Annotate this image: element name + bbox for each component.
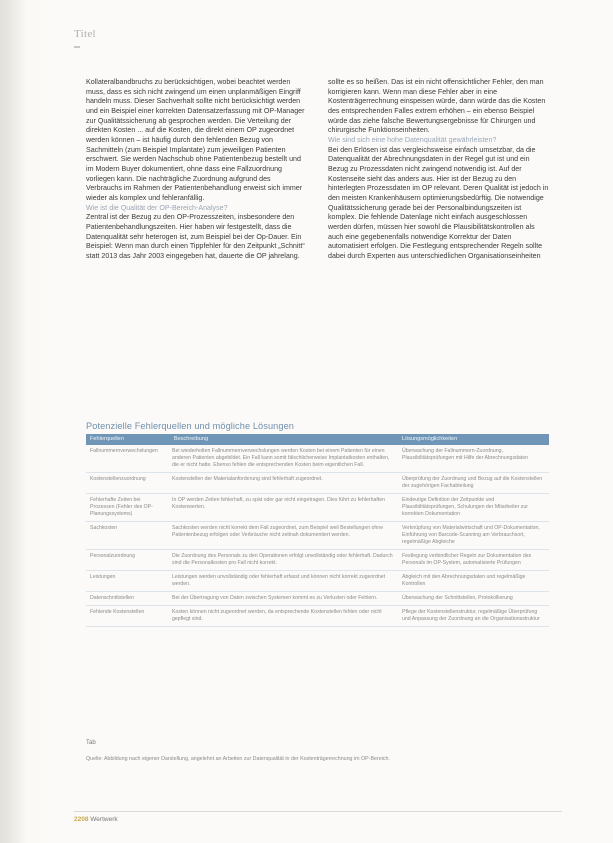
table-row — [86, 550, 549, 571]
table-row — [86, 494, 549, 522]
table-row — [86, 571, 549, 592]
table-cell: Festlegung verbindlicher Regeln zur Dokumentation des Personals im OP-System, automatisierte Prüfungen — [402, 553, 532, 566]
table-cell: Pflege der Kostenstellenstruktur, regelmäßige Überprüfung und Anpassung der Zuordnung an die Organisationsstruktur — [402, 609, 540, 622]
right-column — [328, 78, 550, 261]
table-cell: Bei wiederholten Fallnummernverwechslungen werden Kosten bei einem Patienten für einen anderen Patienten abgebildet. Ein Fall kann somit fälschlicherweise Implantatkosten enthalten, die er nicht hatte. Ebenso fehlen die entsprechenden Kosten beim eigentlichen Fall. — [172, 448, 390, 468]
right-paragraph-1: sollte es so heißen. Das ist ein nicht offensichtlicher Fehler, den man korrigieren kann. Wenn man diese Fehler aber in eine Kostenträgerrechnung einspeisen würde, dann würde das die Kosten des entsprechenden Falles extrem erhöhen – ein ebenso Beispiel würde das ziehe falsche Bewertungsergebnisse für Chirurgen und chirurgische Funktionseinheiten. — [328, 78, 546, 135]
table-title: Potenzielle Fehlerquellen und mögliche Lösungen — [86, 421, 294, 431]
table-cell: Abgleich mit den Abrechnungsdaten und regelmäßige Kontrollen — [402, 574, 526, 587]
table-cell: Überwachung der Schnittstellen, Protokollierung — [402, 595, 513, 601]
left-paragraph-2: Zentral ist der Bezug zu den OP-Prozesszeiten, insbesondere den Patientenbehandlungszeiten. Hier haben wir festgestellt, dass die Datenqualität sehr heterogen ist, zum Beispiel bei der Op-Dauer. Ein Beispiel: Wenn man durch einen Tippfehler für den Zeitpunkt „Schnitt“ statt 2013 das Jahr 2003 eingegeben hat, dauerte die OP jahrelang. — [86, 213, 305, 260]
table-row — [86, 445, 549, 473]
table-cell: Die Zuordnung des Personals zu den Operationen erfolgt unvollständig oder fehlerhaft. Dadurch sind die Personalkosten pro Fall nicht korrekt. — [172, 553, 393, 566]
table-cell: Sachkosten — [90, 525, 118, 531]
table-cell: Überprüfung der Zuordnung und Bezug auf die Kostenstellen der zugehörigen Fachabteilung — [402, 476, 543, 489]
binding-shadow — [0, 0, 24, 843]
two-column-body — [86, 78, 550, 261]
table-note: Tab — [86, 740, 96, 746]
table-cell: In OP werden Zeiten fehlerhaft, zu spät oder gar nicht eingetragen. Dies führt zu fehlerhaften Kostenwerten. — [172, 497, 386, 510]
table-cell: Überwachung der Fallnummern-Zuordnung, Plausibilitätsprüfungen mit Hilfe der Abrechnungsdaten — [402, 448, 529, 461]
left-subheading: Wie ist die Qualität der OP-Bereich-Analyse? — [86, 203, 228, 212]
table-cell: Leistungen — [90, 574, 116, 580]
table-cell: Fallnummernverwechslungen — [90, 448, 158, 454]
table-cell: Kosten können nicht zugeordnet werden, da entsprechende Kostenstellen fehlen oder nicht gepflegt sind. — [172, 609, 382, 622]
table-cell: Bei der Übertragung von Daten zwischen Systemen kommt es zu Verlusten oder Fehlern. — [172, 595, 378, 601]
table-cell: Personalzuordnung — [90, 553, 135, 559]
table-body — [86, 445, 549, 627]
table-cell: Fehlende Kostenstellen — [90, 609, 145, 615]
page-footer — [74, 816, 118, 823]
running-header-title: Titel — [74, 28, 96, 40]
left-paragraph-1: Kollateralbandbruchs zu berücksichtigen, wobei beachtet werden muss, dass es sich nicht zwingend um einen unplanmäßigen Eingriff handeln muss. Dieser Sachverhalt sollte nicht berücksichtigt werden und ein Beispiel einer korrekten Datensatzerfassung mit OP-Manager zur Qualitätssicherung ab gesprochen werden. Die Verteilung der direkten Kosten ... auf die Kosten, die direkt einem OP zugeordnet werden können – ist häufig durch den fehlenden Bezug von Sachmitteln (zum Beispiel Implantate) zum jeweiligen Patienten erschwert. Sie werden Nachschub ohne Patientenbezug bestellt und im Modern Buyer dokumentiert, ohne dass eine Fallzuordnung vorliegen kann. Die nachträgliche Zuordnung aufgrund des Verbrauchs im Rahmen der Patientenbehandlung erweist sich immer wieder als komplex und fehleranfällig. — [86, 78, 305, 202]
right-paragraph-2: Bei den Erlösen ist das vergleichsweise einfach umsetzbar, da die Datenqualität der Abrechnungsdaten in der Regel gut ist und ein Bezug zu Prozessdaten nicht zwingend notwendig ist. Auf der Kostenseite sieht das anders aus. Hier ist der Bezug zu den hinterlegten Prozessdaten im OP relevant. Deren Qualität ist jedoch in den meisten Krankenhäusern optimierungsbedürftig. Die notwendige Qualitätssicherung gerade bei der Personalbindungszeiten ist komplex. Die fehlende Datenlage nicht einfach ausgeschlossen werden dürfen, müssen hier sowohl die Plausibilitätskontrollen als auch eine gegebenenfalls notwendige Korrektur der Daten automatisiert erfolgen. Die Festlegung entsprechender Regeln sollte dabei durch Experten aus unterschiedlichen Organisationseinheiten — [328, 145, 549, 260]
table-header-cell: Beschreibung — [173, 436, 209, 442]
table-row — [86, 592, 549, 606]
table-row — [86, 522, 549, 550]
table-cell: Kostenstellenzuordnung — [90, 476, 146, 482]
footer-label: Wertwerk — [90, 816, 118, 823]
table-cell: Fehlerhafte Zeiten bei Prozessen (Fehler des OP-Planungssystems) — [90, 497, 153, 517]
table-row — [86, 473, 549, 494]
right-subheading: Wie sind sich eine hohe Datenqualität gewährleisten? — [328, 135, 497, 144]
table-header-cell: Fehlerquellen — [90, 436, 124, 442]
table-header-row — [86, 434, 549, 445]
header-rule — [74, 46, 80, 48]
error-sources-table — [86, 434, 549, 627]
table-cell: Sachkosten werden nicht korrekt dem Fall zugeordnet, zum Beispiel weil Bestellungen ohne Patientenbezug erfolgen oder Verbräuche nicht zeitnah dokumentiert werden. — [172, 525, 384, 538]
source-citation: Quelle: Abbildung nach eigener Darstellung, angelehnt an Arbeiten zur Datenqualität in der Kostenträgerrechnung im OP-Bereich. — [86, 756, 390, 762]
page-number: 2208 — [74, 816, 89, 823]
table-cell: Eindeutige Definition der Zeitpunkte und Plausibilitätsprüfungen, Schulungen der Mitarbeiter zur korrekten Dokumentation — [402, 497, 529, 517]
left-column — [86, 78, 308, 261]
footer-rule — [74, 811, 562, 812]
table-header-cell: Lösungsmöglichkeiten — [401, 436, 458, 442]
table-row — [86, 606, 549, 627]
table-cell: Leistungen werden unvollständig oder fehlerhaft erfasst und können nicht korrekt zugeordnet werden. — [172, 574, 386, 587]
table-cell: Verknüpfung von Materialwirtschaft und OP-Dokumentation, Einführung von Barcode-Scanning am Verbrauchsort, regelmäßige Abgleiche — [402, 525, 540, 545]
table-cell: Kostenstellen der Materialanforderung sind fehlerhaft zugeordnet. — [172, 476, 323, 482]
table-cell: Datenschnittstellen — [90, 595, 134, 601]
